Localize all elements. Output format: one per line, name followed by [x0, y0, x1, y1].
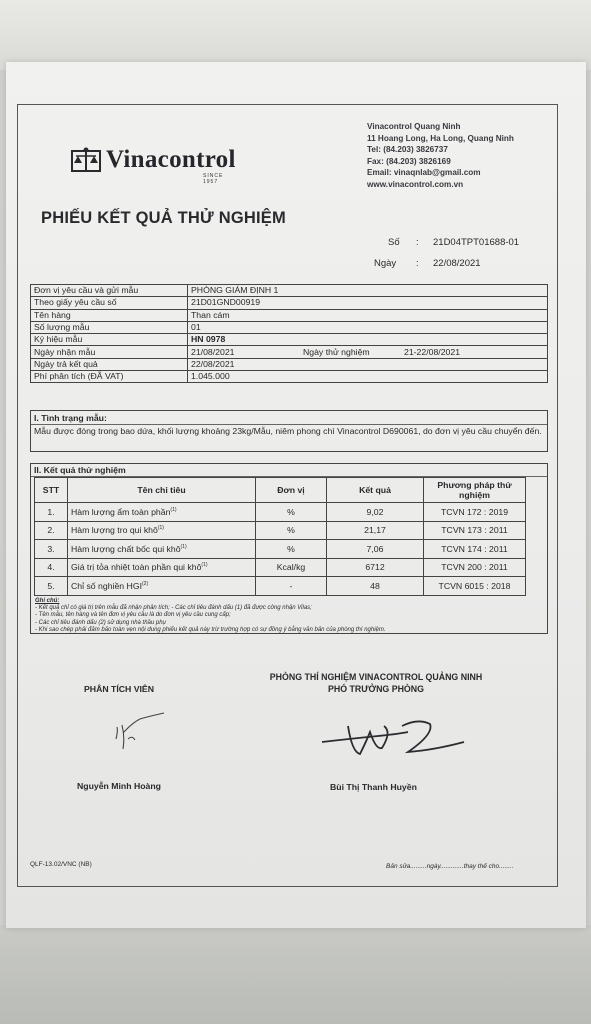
- sample-condition-text: Mẫu được đóng trong bao dứa, khối lượng khoảng 23kg/Mẫu, niêm phong chì Vinacontrol D690061, do đơn vị yêu cầu chuyển đến.: [34, 426, 542, 436]
- table-row: [31, 297, 548, 309]
- cell-name: [68, 577, 256, 596]
- table-row: [31, 358, 548, 370]
- analyst-signature-icon: [108, 709, 168, 754]
- note-line: - Các chỉ tiêu đánh dấu (2) sử dụng nhà thầu phụ: [35, 619, 166, 626]
- cell-method: TCVN 173 : 2011: [424, 521, 526, 540]
- cell-method: TCVN 174 : 2011: [424, 540, 526, 559]
- company-contact: [367, 121, 514, 191]
- col-header-method: Phương pháp thử nghiệm: [424, 478, 526, 503]
- deputy-head-title: PHÓ TRƯỞNG PHÒNG: [328, 684, 424, 694]
- company-logo: [70, 145, 236, 185]
- indicator-mark: (1): [180, 543, 187, 550]
- cell-method: TCVN 6015 : 2018: [424, 577, 526, 596]
- cell-name: [68, 540, 256, 559]
- cell-unit: Kcal/kg: [256, 558, 327, 577]
- scales-emblem-icon: [70, 145, 102, 177]
- info-value: 21D01GND00919: [188, 297, 548, 309]
- info-value: 22/08/2021: [188, 358, 548, 370]
- section-title: II. Kết quả thử nghiệm: [31, 464, 547, 477]
- table-row: [31, 334, 548, 346]
- so-colon: :: [416, 237, 419, 248]
- so-label: Số: [388, 237, 400, 248]
- test-results-section: [30, 463, 548, 634]
- company-web: www.vinacontrol.com.vn: [367, 179, 464, 189]
- company-fax: Fax: (84.203) 3826169: [367, 156, 451, 166]
- analyst-title: PHÂN TÍCH VIÊN: [84, 684, 154, 694]
- indicator-name: Giá trị tỏa nhiệt toàn phần qui khô: [71, 562, 202, 573]
- cell-name: [68, 503, 256, 522]
- info-label: Đơn vị yêu cầu và gửi mẫu: [31, 285, 188, 297]
- indicator-mark: (1): [201, 562, 208, 569]
- notes-block: [31, 596, 547, 635]
- logo-since: SINCE 1957: [203, 173, 224, 185]
- col-header-name: Tên chỉ tiêu: [68, 478, 256, 503]
- logo-wordmark: Vinacontrol: [106, 146, 236, 173]
- info-label: Theo giấy yêu cầu số: [31, 297, 188, 309]
- company-name: Vinacontrol Quang Ninh: [367, 122, 461, 131]
- info-value: [188, 346, 548, 358]
- background-top: [0, 0, 591, 70]
- cell-result: 21,17: [327, 521, 424, 540]
- info-label: Ngày nhận mẫu: [31, 346, 188, 358]
- cell-result: 48: [327, 577, 424, 596]
- document-date: 22/08/2021: [433, 258, 481, 269]
- info-value: PHÒNG GIÁM ĐỊNH 1: [188, 285, 548, 297]
- results-table: [34, 477, 526, 596]
- cell-stt: 2.: [35, 521, 68, 540]
- info-value: 1.045.000: [188, 371, 548, 383]
- cell-stt: 4.: [35, 558, 68, 577]
- lab-name: PHÒNG THÍ NGHIỆM VINACONTROL QUẢNG NINH: [269, 672, 483, 682]
- cell-stt: 5.: [35, 577, 68, 596]
- indicator-name: Hàm lượng chất bốc qui khô: [71, 543, 181, 554]
- table-row: [35, 558, 526, 577]
- indicator-mark: (1): [157, 525, 164, 532]
- col-header-stt: STT: [35, 478, 68, 503]
- sample-condition-section: [30, 410, 548, 452]
- background-bottom: [0, 925, 591, 1024]
- document-title: PHIẾU KẾT QUẢ THỬ NGHIỆM: [41, 209, 286, 227]
- test-date-label: Ngày thử nghiệm: [303, 346, 370, 357]
- cell-name: [68, 521, 256, 540]
- table-row: [35, 521, 526, 540]
- analyst-name: Nguyễn Minh Hoàng: [77, 781, 161, 791]
- test-date-value: 21-22/08/2021: [404, 346, 461, 357]
- note-line: - Kết quả chỉ có giá trị trên mẫu đã nhận phân tích; - Các chỉ tiêu đánh dấu (1) đã được công nhận Vilas;: [35, 604, 312, 611]
- cell-stt: 1.: [35, 503, 68, 522]
- table-row: [35, 577, 526, 596]
- info-label: Tên hàng: [31, 309, 188, 321]
- received-date: 21/08/2021: [191, 346, 235, 357]
- company-tel: Tel: (84.203) 3826737: [367, 145, 448, 155]
- info-label: Ký hiệu mẫu: [31, 334, 188, 346]
- table-row: [35, 540, 526, 559]
- cell-method: TCVN 200 : 2011: [424, 558, 526, 577]
- info-label: Phí phân tích (ĐÃ VAT): [31, 371, 188, 383]
- note-line: - Tên mẫu, tên hàng và tên đơn vị yêu cầu là do đơn vị yêu cầu cung cấp;: [35, 612, 231, 619]
- cell-unit: %: [256, 521, 327, 540]
- info-value: HN 0978: [188, 334, 548, 346]
- indicator-name: Hàm lượng ẩm toàn phần: [71, 506, 171, 517]
- cell-result: 6712: [327, 558, 424, 577]
- table-row: [31, 321, 548, 333]
- cell-stt: 3.: [35, 540, 68, 559]
- table-row: [35, 503, 526, 522]
- note-line: - Khi sao chép phải đảm bảo toàn vẹn nội dung phiếu kết quả này trừ trường hợp có sự đồng ý bằng văn bản của phòng thí nghiệm.: [35, 627, 386, 634]
- col-header-result: Kết quả: [327, 478, 424, 503]
- cell-unit: %: [256, 503, 327, 522]
- table-header-row: [35, 478, 526, 503]
- ngay-colon: :: [416, 258, 419, 269]
- indicator-name: Hàm lượng tro qui khô: [71, 525, 158, 536]
- form-code: QLF-13.02/VNC (NB): [30, 861, 92, 868]
- col-header-unit: Đơn vị: [256, 478, 327, 503]
- table-row: [31, 309, 548, 321]
- info-value: Than cám: [188, 309, 548, 321]
- notes-title: Ghi chú:: [35, 597, 60, 604]
- info-value: 01: [188, 321, 548, 333]
- revision-note: Bản sửa.........ngày.............thay thế cho........: [386, 863, 514, 870]
- indicator-name: Chỉ số nghiền HGI: [71, 580, 142, 591]
- section-title: I. Tình trạng mẫu:: [31, 411, 547, 425]
- table-row: [31, 346, 548, 358]
- cell-method: TCVN 172 : 2019: [424, 503, 526, 522]
- company-address: 11 Hoang Long, Ha Long, Quang Ninh: [367, 133, 514, 143]
- sample-info-table: [30, 284, 548, 383]
- info-label: Ngày trả kết quả: [31, 358, 188, 370]
- deputy-head-signature-icon: [318, 712, 468, 762]
- cell-unit: -: [256, 577, 327, 596]
- table-row: [31, 371, 548, 383]
- info-label: Số lượng mẫu: [31, 321, 188, 333]
- cell-result: 9,02: [327, 503, 424, 522]
- cell-result: 7,06: [327, 540, 424, 559]
- table-row: [31, 285, 548, 297]
- document-number: 21D04TPT01688-01: [433, 237, 520, 248]
- deputy-head-name: Bùi Thị Thanh Huyền: [330, 782, 417, 792]
- indicator-mark: (1): [170, 506, 177, 513]
- cell-unit: %: [256, 540, 327, 559]
- company-email: Email: vinaqnlab@gmail.com: [367, 168, 481, 178]
- ngay-label: Ngày: [374, 258, 397, 269]
- lab-title: [236, 671, 516, 695]
- indicator-mark: (2): [142, 580, 149, 587]
- cell-name: [68, 558, 256, 577]
